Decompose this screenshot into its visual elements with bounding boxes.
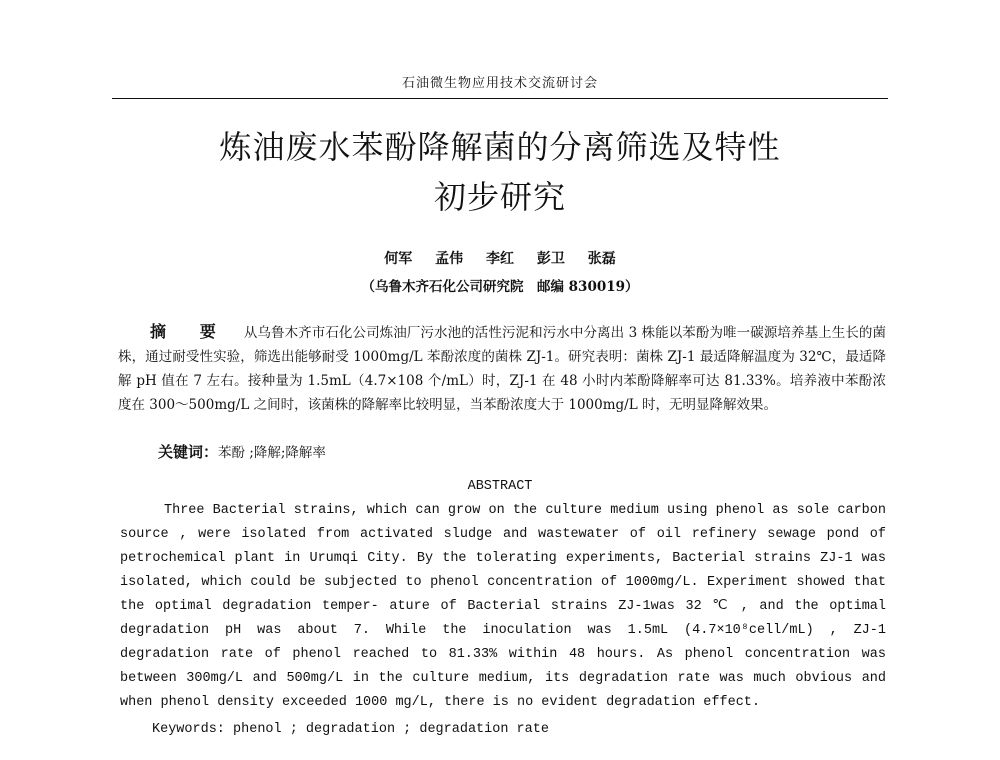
paper-title (112, 122, 888, 222)
author-affiliation: （乌鲁木齐石化公司研究院 邮编 830019） (361, 279, 639, 295)
conference-header: 石油微生物应用技术交流研讨会 (401, 76, 598, 91)
header-divider (112, 98, 888, 99)
title-line-2: 初步研究 (433, 178, 566, 216)
english-abstract: Three Bacterial strains, which can grow on the culture medium using phenol as sole carbon source , were isolated from activated sludge and wastewater of oil refinery sewage pond of petrochemical plant in Urumqi City. By the tolerating experiments, Bacterial strains ZJ-1 was isolated, which could be subjected to phenol concentration of 1000mg/L. Experiment showed that the optimal degradation temper- ature of Bacterial strains ZJ-1was 32 ℃ , and the optimal degradation pH was about 7. While the inoculation was 1.5mL (4.7×10⁸cell/mL) , ZJ-1 degradation rate of phenol reached to 81.33% within 48 hours. As phenol concentration was between 300mg/L and 500mg/L in the culture medium, its degradation rate was much obvious and when phenol density exceeded 1000 mg/L, there is no evident degradation effect. (120, 503, 886, 710)
abstract-text: 从乌鲁木齐市石化公司炼油厂污水池的活性污泥和污水中分离出 3 株能以苯酚为唯一碳源培养基上生长的菌株，通过耐受性实验，筛选出能够耐受 1000mg/L 苯酚浓度的菌株 ZJ-1。研究表明：菌株 ZJ-1 最适降解温度为 32℃，最适降解 pH 值在 7 左右。接种量为 1.5mL（4.7×108 个/mL）时，ZJ-1 在 48 小时内苯酚降解率可达 81.33%。培养液中苯酚浓度在 300～500mg/L 之间时，该菌株的降解率比较明显，当苯酚浓度大于 1000mg/L 时，无明显降解效果。 (118, 325, 886, 413)
english-keywords: Keywords: phenol ; degradation ; degradation rate (152, 722, 549, 737)
abstract-label: 摘 要 (150, 322, 230, 341)
chinese-keywords (158, 440, 858, 465)
author-list: 何军 孟伟 李红 彭卫 张磊 (384, 251, 616, 267)
chinese-abstract (118, 320, 886, 417)
english-abstract-heading: ABSTRACT (467, 479, 533, 494)
title-line-1: 炼油废水苯酚降解菌的分离筛选及特性 (219, 128, 781, 166)
keywords-label: 关键词： (158, 443, 219, 461)
keywords-text: 苯酚 ;降解;降解率 (218, 445, 326, 461)
